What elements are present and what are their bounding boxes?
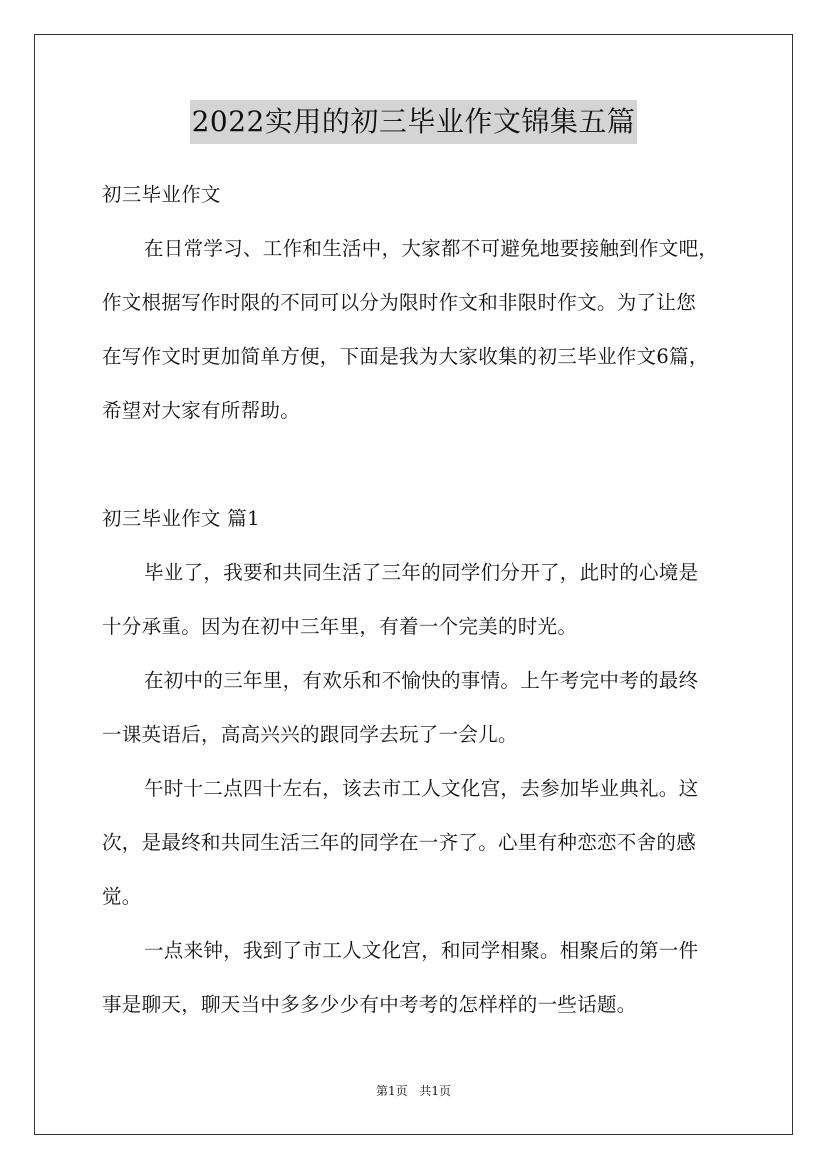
paragraph-line: 觉。 bbox=[102, 885, 142, 908]
document-title-row bbox=[0, 100, 827, 144]
paragraph-line: 作文根据写作时限的不同可以分为限时作文和非限时作文。为了让您 bbox=[102, 291, 697, 314]
paragraph-line: 在初中的三年里，有欢乐和不愉快的事情。上午考完中考的最终 bbox=[144, 669, 699, 692]
paragraph-line: 一课英语后，高高兴兴的跟同学去玩了一会儿。 bbox=[102, 723, 518, 746]
page-footer bbox=[0, 1083, 827, 1099]
essay-heading: 初三毕业作文 篇1 bbox=[102, 507, 260, 530]
paragraph-line: 一点来钟，我到了市工人文化宫，和同学相聚。相聚后的第一件 bbox=[144, 939, 699, 962]
paragraph-line: 事是聊天，聊天当中多多少少有中考考的怎样样的一些话题。 bbox=[102, 993, 637, 1016]
paragraph-line: 午时十二点四十左右，该去市工人文化宫，去参加毕业典礼。这 bbox=[144, 777, 699, 800]
paragraph-line: 在写作文时更加简单方便，下面是我为大家收集的初三毕业作文6篇， bbox=[102, 345, 709, 368]
paragraph-line: 次，是最终和共同生活三年的同学在一齐了。心里有种恋恋不舍的感 bbox=[102, 831, 697, 854]
page-total: 共1页 bbox=[419, 1084, 452, 1098]
paragraph-line: 毕业了，我要和共同生活了三年的同学们分开了，此时的心境是 bbox=[144, 561, 699, 584]
paragraph-line: 在日常学习、工作和生活中，大家都不可避免地要接触到作文吧， bbox=[144, 237, 719, 260]
paragraph-line: 十分承重。因为在初中三年里，有着一个完美的时光。 bbox=[102, 615, 578, 638]
paragraph-line: 希望对大家有所帮助。 bbox=[102, 399, 301, 422]
page-number: 第1页 bbox=[375, 1084, 408, 1098]
section-heading: 初三毕业作文 bbox=[102, 183, 221, 206]
document-title: 2022实用的初三毕业作文锦集五篇 bbox=[190, 100, 638, 144]
